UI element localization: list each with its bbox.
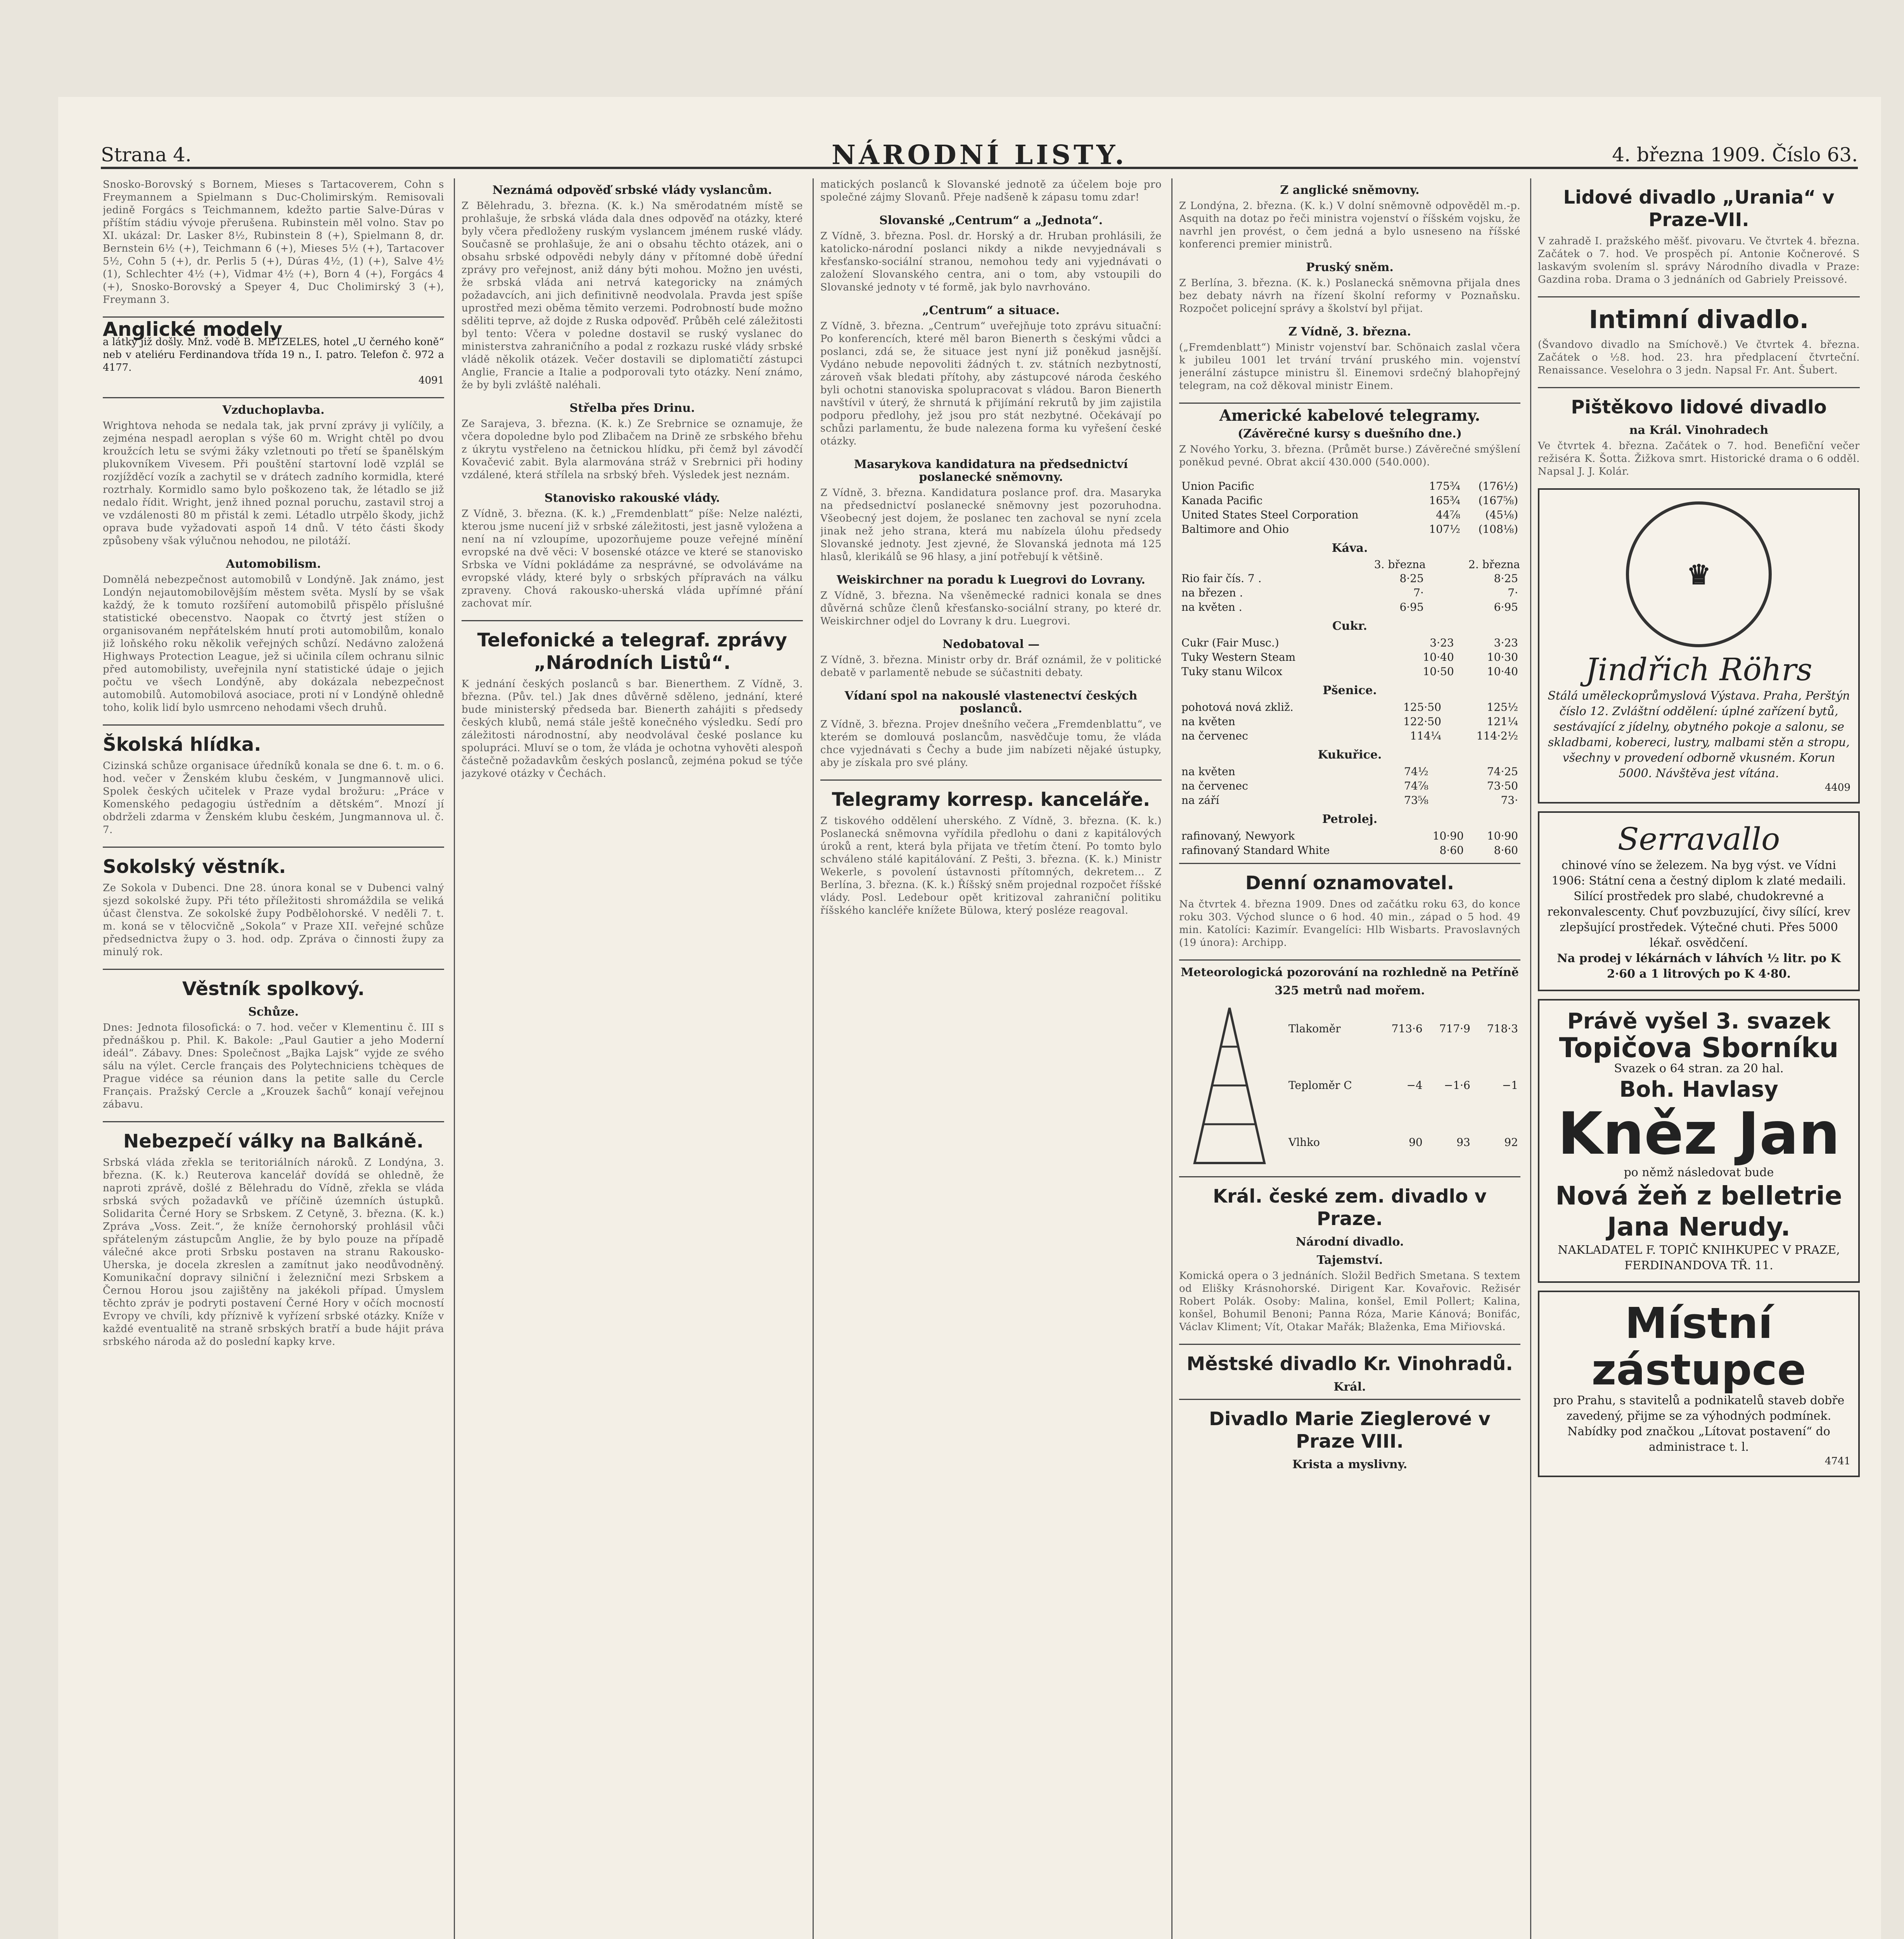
- column-rule: [454, 178, 455, 1939]
- nedobatoval-text: Z Vídně, 3. března. Ministr orby dr. Bráf oznámil, že v politické debatě v parlamentě nebude se súčastniti debaty.: [820, 654, 1162, 679]
- telegrams-heading: Telegramy korresp. kanceláře.: [832, 789, 1150, 811]
- row-value: 7·: [1413, 586, 1424, 599]
- english-heading: Z anglické sněmovny.: [1280, 183, 1420, 197]
- pistek-heading: Pištěkovo lidové divadlo: [1571, 396, 1827, 418]
- row-value: 10·40: [1423, 651, 1454, 664]
- vinohrady-theatre-play: Král.: [1333, 1380, 1366, 1394]
- row-value: 74·25: [1487, 765, 1518, 778]
- row-label: United States Steel Corporation: [1181, 508, 1359, 521]
- row-label: Rio fair čís. 7 .: [1181, 572, 1262, 585]
- petroleum-heading: Petrolej.: [1322, 812, 1378, 826]
- row-label: Tlakoměr: [1288, 1022, 1341, 1035]
- serbia-heading: Neznámá odpověď srbské vlády vyslancům.: [492, 183, 772, 197]
- national-theatre-text: Komická opera o 3 jednáních. Složil Bedřich Smetana. S textem od Elišky Krásnohorské. Dirigent Kar. Kovařovic. Režisér Robert Polák. Osoby: Malina, konšel, Emil Pollert; Kalina, konšel, Bohumil Benoni; Panna Róza, Marie Kánová; Bonifác, Václav Kliment; Vít, Otakar Mařák; Blaženka, Ema Miřiovská.: [1179, 1270, 1520, 1333]
- sugar-heading: Cukr.: [1332, 619, 1367, 633]
- row-value: 44⅞: [1436, 508, 1460, 521]
- slavic-intro: matických poslanců k Slovanské jednotě za účelem boje pro společné zájmy Slovanů. Přeje nadšeně k zápasu tomu zdar!: [820, 179, 1162, 203]
- ad-topic-title: Právě vyšel 3. svazek: [1567, 1009, 1831, 1034]
- row-value: 10·40: [1487, 665, 1518, 678]
- urania-heading: Lidové divadlo „Urania“ v Praze-VII.: [1563, 187, 1835, 231]
- vienna-text: („Fremdenblatt“) Ministr vojenství bar. Schönaich zaslal včera k jubileu 1001 let trvání trvání pruského min. vojenství jenerální zástupce ministru šl. Einemovi srdečný blahopřejný telegram, na což děkoval ministr Einem.: [1179, 342, 1520, 392]
- row-label: na květen .: [1181, 601, 1242, 613]
- intimni-heading: Intimní divadlo.: [1589, 306, 1809, 334]
- ad-zastupce-title: Místní zástupce: [1591, 1298, 1806, 1395]
- row-label: rafinovaný, Newyork: [1181, 830, 1295, 842]
- row-value: −1·6: [1444, 1079, 1470, 1092]
- weather-subheading: 325 metrů nad mořem.: [1275, 984, 1425, 997]
- table-row: [1179, 650, 1520, 664]
- ad-zastupce-code: 4741: [1824, 1455, 1850, 1467]
- row-label: Kanada Pacific: [1181, 494, 1263, 507]
- row-value: 114·2½: [1476, 729, 1518, 742]
- table-row: [1179, 636, 1520, 650]
- weiskirchner-heading: Weiskirchner na poradu k Luegrovi do Lovrany.: [837, 573, 1145, 587]
- row-value: 125·50: [1403, 701, 1441, 714]
- row-value: 93: [1456, 1136, 1470, 1149]
- table-row: [1179, 700, 1520, 714]
- clubs-meetings-heading: Schůze.: [248, 1005, 299, 1019]
- issue-date: 4. března 1909. Číslo 63.: [1612, 143, 1858, 166]
- aviation-heading: Vzduchoplavba.: [222, 403, 325, 417]
- table-row: [1179, 571, 1520, 586]
- divider: [103, 724, 444, 726]
- divider: [103, 1121, 444, 1122]
- sokol-heading: Sokolský věstník.: [103, 856, 286, 878]
- daily-heading: Denní oznamovatel.: [1245, 872, 1454, 894]
- row-value: 90: [1409, 1136, 1423, 1149]
- table-row: [1179, 714, 1520, 729]
- weiskirchner-text: Z Vídně, 3. března. Na všeněmecké radnici konala se dnes důvěrná schůze členů křesťansko-sociální strany, po které dr. Weiskirchner odjel do Lovrany k dru. Luegrovi.: [820, 590, 1162, 627]
- vienna-heading: Z Vídně, 3. března.: [1288, 325, 1411, 339]
- column-rule: [813, 178, 814, 1939]
- english-text: Z Londýna, 2. března. (K. k.) V dolní sněmovně odpověděl m.-p. Asquith na dotaz po řeči ministra vojenství o říšském vojsku, že navrhl jen provést, o čem jedná a bylo usneseno na říšské konferenci premier ministrů.: [1179, 200, 1520, 250]
- row-value: 3·23: [1494, 636, 1518, 649]
- coffee-heading: Káva.: [1332, 541, 1368, 555]
- page-header: [101, 140, 1858, 171]
- newspaper-title: NÁRODNÍ LISTY.: [831, 140, 1128, 171]
- table-row: [1179, 493, 1520, 508]
- row-label: Union Pacific: [1181, 480, 1254, 493]
- row-value: (176½): [1478, 480, 1518, 493]
- ad-english-models: [103, 318, 444, 387]
- clubs-heading: Věstník spolkový.: [182, 978, 365, 1000]
- ad-topic-series: Topičova Sborníku: [1559, 1032, 1839, 1064]
- chess-report: Snosko-Borovský s Bornem, Mieses s Tartacoverem, Cohn s Freymannem a Spielmann s Duc-Cholimirským. Remisovali jedině Forgács s Teichmannem, kdežto partie Salve-Dúras v příštím stádiu vývoje přerušena. Rubinstein měl volno. Stav po XI. ukázal: Dr. Lasker 8½, Rubinstein 8 (+), Spielmann 8, dr. Bernstein 6½ (+), Teichmann 6 (+), Mieses 5½ (+), Tartacover 5½, Cohn 5 (+), dr. Perlis 5 (+), Dúras 4½, (1) (+), Salve 4½ (1), Schlechter 4½ (+), Vidmar 4½ (+), Born 4 (+), Forgács 4 (+), Snosko-Borovský a Speyer 4, Duc Cholimirský 3 (+), Freymann 3.: [103, 179, 444, 306]
- row-label: na květen: [1181, 715, 1235, 728]
- eagle-emblem-icon: ♛: [1626, 501, 1772, 647]
- divider: [1538, 296, 1860, 297]
- divider: [1179, 403, 1520, 404]
- urania-text: V zahradě I. pražského měšť. pivovaru. Ve čtvrtek 4. března. Začátek o 7. hod. Ve prospěch pí. Antonie Kočnerové. S laskavým svolením sl. správy Národního divadla v Praze: Gazdina roba. Drama o 3 jednáních od Gabriely Preissové.: [1538, 235, 1860, 285]
- sokol-text: Ze Sokola v Dubenci. Dne 28. února konal se v Dubenci valný sjezd sokolské župy. Při této příležitosti shromáždila se veliká účast členstva. Ze sokolské župy Podbělohorské. V neděli 7. t. m. koná se v tělocvičně „Sokola“ v Praze XII. veřejné schůze předsednictva župy o 3. hod. odp. Zpráva o činnosti župy za minulý rok.: [103, 882, 444, 958]
- market-intro: Z Nového Yorku, 3. března. (Průmět burse.) Závěrečné smýšlení poněkud pevné. Obrat akcií 430.000 (540.000).: [1179, 444, 1520, 468]
- telegraph-text: K jednání českých poslanců s bar. Bienerthem. Z Vídně, 3. března. (Pův. tel.) Jak dnes důvěrně sděleno, jednání, které bude ministerský předseda bar. Bienerth zahájiti s předsedy českých klubů, nemá stále ještě konečného výsledku. Sedí pro záležitosti národnostní, aby neodvolával české poslance ku spolupráci. Mluví se o tom, že vláda je ochotna vyhověti alespoň částečně požadavkům českých poslanců, zejména pokud se týče jazykové otázky v Čechách.: [462, 678, 803, 779]
- row-value: 10·90: [1487, 830, 1518, 842]
- row-value: 6·95: [1494, 601, 1518, 613]
- ad-rohrs-text: Stálá uměleckoprůmyslová Výstava. Praha, Perštýn číslo 12. Zvláštní oddělení: úplné zařízení bytů, sestávající z jídelny, obytného pokoje a salonu, se skladbami, kobereci, lustry, malbami stěn a stropu, všechny v provedení odborně vkusném. Korun 5000. Návštěva jest vítána.: [1548, 689, 1850, 780]
- row-value: 7·: [1508, 586, 1518, 599]
- river-text: Ze Sarajeva, 3. března. (K. k.) Ze Srebrnice se oznamuje, že včera dopoledne bylo pod Zlibačem na Drině ze srbského břehu z úkrytu vystřeleno na četnickou hlídku, při čemž byl závodčí Kovačević zabit. Byla alarmována stráž v Srebrnici při hodiny vzdálené, která střílela na srbský břeh. Výsledek jest neznám.: [462, 418, 803, 481]
- column-header: 3. března: [1374, 558, 1426, 571]
- weather-table: [1286, 1000, 1520, 1171]
- divider: [462, 620, 803, 621]
- austria-heading: Stanovisko rakouské vlády.: [544, 491, 720, 505]
- divider: [1179, 1176, 1520, 1177]
- ad-english-models-title: Anglické modely: [103, 318, 283, 340]
- divider: [103, 847, 444, 848]
- row-value: 717·9: [1439, 1022, 1470, 1035]
- ad-serravallo: [1538, 811, 1860, 991]
- pistek-subheading: na Král. Vinohradech: [1629, 423, 1769, 437]
- row-value: 73·50: [1487, 779, 1518, 792]
- row-value: 718·3: [1487, 1022, 1518, 1035]
- daily-text: Na čtvrtek 4. března 1909. Dnes od začátku roku 63, do konce roku 303. Východ slunce o 6 hod. 40 min., západ o 5 hod. 49 min. Katolíci: Kazimír. Evangelíci: Hlb Wisbarts. Pravoslavných (19 února): Archipp.: [1179, 899, 1520, 949]
- row-value: 8·25: [1399, 572, 1424, 585]
- ad-rohrs-code: 4409: [1824, 782, 1850, 793]
- row-value: 3·23: [1430, 636, 1454, 649]
- row-value: 73⅝: [1404, 794, 1428, 807]
- row-value: 10·30: [1487, 651, 1518, 664]
- ad-havlasa-title: Kněz Jan: [1557, 1100, 1840, 1168]
- ad-zastupce-text: pro Prahu, s stavitelů a podnikatelů staveb dobře zavedený, přijme se za výhodných podmínek. Nabídky pod značkou „Lítovat postavení“ do administrace t. l.: [1553, 1394, 1845, 1454]
- row-value: 122·50: [1403, 715, 1441, 728]
- national-theatre-subheading: Národní divadlo.: [1295, 1235, 1404, 1249]
- prussia-text: Z Berlína, 3. března. (K. k.) Poslanecká sněmovna přijala dnes bez debaty návrh na řízení školní reformy v Poznaňsku. Rozpočet policejní správy a školství byl přijat.: [1179, 277, 1520, 315]
- page-number: Strana 4.: [101, 143, 192, 166]
- divider: [1179, 1399, 1520, 1400]
- union-text: Z Vídně, 3. března. Posl. dr. Horský a dr. Hruban prohlásili, že katolicko-národní poslanci nikdy a nikde nevyjednávali s křesťansko-sociální stranou, nemohou tedy ani vyjednávati o založení Slovanského centra, ani o tom, aby vstoupili do Slovanské jednoty v té formě, jak bylo navrhováno.: [820, 230, 1162, 293]
- row-value: 165¾: [1429, 494, 1460, 507]
- war-heading: Nebezpečí války na Balkáně.: [123, 1130, 424, 1152]
- row-label: Baltimore and Ohio: [1181, 523, 1289, 536]
- row-value: 74⅞: [1404, 779, 1428, 792]
- ziegler-theatre-heading: Divadlo Marie Zieglerové v Praze VIII.: [1209, 1408, 1491, 1452]
- row-value: (108⅛): [1478, 523, 1518, 536]
- ad-havlasa-author: Boh. Havlasy: [1619, 1077, 1778, 1102]
- clubs-text: Dnes: Jednota filosofická: o 7. hod. večer v Klementinu č. III s přednáškou p. Phil. K. Bakole: „Paul Gautier a jeho Moderní ideál“. Zábavy. Dnes: Společnost „Bajka Lajsk“ vyjde ze svého sálu na výlet. Cercle français des Polytechniciens tchèques de Prague vidéce sa réunion dans la petite salle du Cercle Français. Pražský Cercle a „Krouzek šachů“ konají veřejnou zábavu.: [103, 1022, 444, 1110]
- aviation-text: Wrightova nehoda se nedala tak, jak první zprávy ji vylíčily, a zejména nespadl aeroplan s výše 60 m. Wright chtěl po dvou kroužcích letu se svými žáky vzletnouti po třetí se španělským plukovníkem Vivesem. Při pouštění startovní lodě vzplál se rozjížděcí vozík a zachytil se v drátech zadního kormidla, které roztrhaly. Kormidlo samo bylo poškozeno tak, že létadlo se již nedalo řídit. Wright, jenž ihned poznal poruchu, zastavil stroj a ve vzdálenosti 80 m přistál k zemi. Létadlo utrpělo škody, jichž oprava bude vyžadovati aspoň 14 dnů. V této části škody způsobeny však výlučnou nehodou, ne pilotáží.: [103, 420, 444, 547]
- row-value: −4: [1406, 1079, 1423, 1092]
- column-3: [820, 178, 1162, 1939]
- vidali-text: Z Vídně, 3. března. Projev dnešního večera „Fremdenblattu“, ve kterém se domlouvá poslancům, nasvědčuje tomu, že vláda chce vyjednávati s Čechy a bude jim nabízeti nějaké ústupky, aby je získala pro své plány.: [820, 719, 1162, 769]
- row-label: na červenec: [1181, 729, 1248, 742]
- national-theatre-heading: Král. české zem. divadlo v Praze.: [1213, 1186, 1487, 1230]
- row-value: 114¼: [1410, 729, 1441, 742]
- table-row: [1179, 664, 1520, 679]
- row-value: 8·25: [1494, 572, 1518, 585]
- divider: [1179, 959, 1520, 961]
- table-row: [1179, 793, 1520, 807]
- ad-zastupce: [1538, 1291, 1860, 1477]
- telegraph-heading: Telefonické a telegraf. zprávy „Národních Listů“.: [477, 629, 787, 674]
- divider: [1179, 863, 1520, 864]
- table-row: [1179, 829, 1520, 843]
- row-value: 175¾: [1429, 480, 1460, 493]
- divider: [103, 397, 444, 398]
- column-2: [462, 178, 803, 1939]
- vinohrady-theatre-heading: Městské divadlo Kr. Vinohradů.: [1186, 1353, 1513, 1375]
- masaryk-heading: Masarykova kandidatura na předsednictví poslanecké sněmovny.: [854, 458, 1128, 484]
- row-value: 10·90: [1432, 830, 1464, 842]
- ad-serravallo-text: chinové víno se železem. Na byg výst. ve Vídni 1906: Státní cena a čestný diplom k zlaté medaili. Silící prostředek pro slabé, chudokrevné a rekonvalescenty. Chuť povzbuzující, čivy sílící, krev zlepšující prostředek. Výtečné chuti. Přes 5000 lékař. osvědčení.: [1547, 859, 1850, 950]
- ad-english-models-text: a látky již došly. Mnž. vodě B. METZELES, hotel „U černého koně“ neb v ateliéru Ferdinandova třída 19 n., I. patro. Telefon č. 972 a 4177.: [103, 336, 444, 373]
- row-value: −1: [1502, 1079, 1518, 1092]
- corn-table: [1179, 764, 1520, 807]
- row-value: 8·60: [1439, 844, 1464, 857]
- row-value: 125½: [1487, 701, 1518, 714]
- market-heading: Americké kabelové telegramy.: [1219, 406, 1480, 425]
- row-label: Cukr (Fair Musc.): [1181, 636, 1279, 649]
- union-heading: Slovanské „Centrum“ a „Jednota“.: [879, 214, 1103, 227]
- intimni-text: (Švandovo divadlo na Smíchově.) Ve čtvrtek 4. března. Začátek o ½8. hod. 23. hra předplacení čtvrteční. Renaissance. Veselohra o 3 jedn. Napsal Fr. Ant. Šubert.: [1538, 339, 1860, 376]
- divider: [1538, 387, 1860, 388]
- masaryk-text: Z Vídně, 3. března. Kandidatura poslance prof. dra. Masaryka na předsednictví poslanecké sněmovny jest pozoruhodna. Všeobecný jest dojem, že poslanec ten zachoval se nyní zcela jinak než jeho strana, která mu nabízela úlohu předsedy Slovanské jednoty. Jest zjevné, že Slovanská jednota má 125 hlasů, klerikálů se 96 hlasy, a jiní potřebují k většině.: [820, 487, 1162, 563]
- column-rule: [1530, 178, 1531, 1939]
- ad-topic: [1538, 999, 1860, 1283]
- ad-neruda-title: Nová žeň z belletrie Jana Nerudy.: [1555, 1181, 1842, 1242]
- table-row: [1179, 479, 1520, 493]
- table-row: [1286, 1057, 1520, 1114]
- row-value: 713·6: [1391, 1022, 1423, 1035]
- row-value: 6·95: [1399, 601, 1424, 613]
- table-row: [1179, 764, 1520, 779]
- river-heading: Střelba přes Drinu.: [569, 401, 695, 415]
- table-row: [1179, 729, 1520, 743]
- column-rule: [1171, 178, 1172, 1939]
- telegrams-text: Z tiskového oddělení uherského. Z Vídně, 3. března. (K. k.) Poslanecká sněmovna vyřídila předlohu o dani z kapitálových úroků a rent, která byla přijata ve třetím čtení. Po tomto bylo schváleno stálé kapitálování. Z Pešti, 3. března. (K. k.) Ministr Wekerle, s povolení ústavnosti přítomných, dekretem... Z Berlína, 3. března. (K. k.) Říšský sněm projednal rozpočet říšské vlády. Posl. Ledebour opět kritizoval zahraniční politiku říšského kancléře knížete Bülowa, který posléze reagoval.: [820, 815, 1162, 916]
- divider: [820, 779, 1162, 781]
- ad-topic-publisher: NAKLADATEL F. TOPIČ KNIHKUPEC V PRAZE, FERDINANDOVA TŘ. 11.: [1558, 1243, 1840, 1272]
- table-row: [1179, 600, 1520, 614]
- ad-serravallo-price: Na prodej v lékárnách v láhvích ½ litr. po K 2·60 a 1 litrových po K 4·80.: [1557, 952, 1841, 981]
- corn-heading: Kukuřice.: [1318, 748, 1382, 762]
- divider: [1179, 1344, 1520, 1345]
- column-1: [103, 178, 444, 1939]
- ad-rohrs-name: Jindřich Röhrs: [1585, 652, 1812, 688]
- row-value: 74½: [1404, 765, 1428, 778]
- ziegler-theatre-play: Krista a myslivny.: [1292, 1458, 1408, 1471]
- table-row: [1179, 586, 1520, 600]
- wheat-heading: Pšenice.: [1323, 684, 1377, 697]
- row-label: rafinovaný Standard White: [1181, 844, 1330, 857]
- divider: [103, 969, 444, 970]
- row-value: (45⅛): [1485, 508, 1518, 521]
- row-label: na květen: [1181, 765, 1235, 778]
- stock-table: [1179, 479, 1520, 536]
- school-text: Cizinská schůze organisace úředníků konala se dne 6. t. m. o 6. hod. večer v Ženském klubu českém, v Jungmannově ulici. Spolek českých učitelek v Praze vydal brožuru: „Práce v Komenského pedagogiu ústředním a dětském“. Mnozí jí obdrželi zdarma v Ženském klubu českém, Jungmannova ul. č. 7.: [103, 760, 444, 836]
- row-value: 107½: [1429, 523, 1460, 536]
- vidali-heading: Vídaní spol na nakouslé vlastenectví českých poslanců.: [844, 689, 1138, 715]
- table-row: [1286, 1000, 1520, 1057]
- row-label: Teploměr C: [1288, 1079, 1352, 1092]
- row-label: pohotová nová zkliž.: [1181, 701, 1294, 714]
- school-heading: Školská hlídka.: [103, 734, 261, 755]
- row-label: Tuky Western Steam: [1181, 651, 1296, 664]
- weather-heading: Meteorologická pozorování na rozhledně na Petříně: [1181, 966, 1519, 979]
- prussia-heading: Pruský sněm.: [1306, 261, 1394, 274]
- row-label: na březen .: [1181, 586, 1243, 599]
- row-label: na září: [1181, 794, 1219, 807]
- sugar-table: [1179, 636, 1520, 679]
- automobilism-heading: Automobilism.: [226, 557, 321, 571]
- table-row: [1286, 1114, 1520, 1171]
- ad-neruda-text: po němž následovat bude: [1624, 1166, 1774, 1179]
- column-header: 2. března: [1468, 558, 1520, 571]
- national-theatre-play: Tajemství.: [1316, 1253, 1383, 1267]
- row-value: 121¼: [1487, 715, 1518, 728]
- row-label: Tuky stanu Wilcox: [1181, 665, 1283, 678]
- row-value: 10·50: [1423, 665, 1454, 678]
- market-subheading: (Závěrečné kursy s duešního dne.): [1238, 427, 1462, 441]
- table-row: [1179, 508, 1520, 522]
- serbia-text: Z Bělehradu, 3. března. (K. k.) Na směrodatném místě se prohlašuje, že srbská vláda dala dnes odpověď na otázky, které byly včera předloženy ruským vyslancem jménem ruské vlády. Současně se prohlašuje, že ani o obsahu těchto otázek, ani o obsahu srbské odpovědi nebyly dány v přítomné době úřední zprávy pro veřejnost, aniž dány býti mohou. Možno jen uvésti, že srbská vláda ani netrvá kategoricky na známých požadavcích, ani jich definitivně neodvolala. Pravda jest spíše uprostřed mezi oběma těmito verzemi. Podrobností bude možno sděliti teprve, až dojde z Ruska odpověď. Průběh celé záležitosti byl tento: Včera v poledne dostavil se ruský vyslanec do ministerstva zahraničního a podal z rozkazu ruské vlády srbské vládě několik otázek. Večer dostavili se diplomatičtí zástupci Anglie, Francie a Italie a podporovali tyto otázky. Není známo, že by byli zvláště naléhali.: [462, 200, 803, 391]
- row-label: Vlhko: [1288, 1136, 1320, 1149]
- table-row: [1179, 522, 1520, 536]
- petrin-tower-icon: [1179, 1004, 1280, 1167]
- ad-rohrs: [1538, 488, 1860, 804]
- table-row: [1179, 843, 1520, 857]
- austria-text: Z Vídně, 3. března. (K. k.) „Fremdenblatt“ píše: Nelze nalézti, kterou jsme nucení již v srbské záležitosti, jest jasně vyložena a není na ní vzloupíme, upozorňujeme pouze veřejné mínění evropské na dvě věci: V bosenské otázce ve které se stanovisko Srbska ve Vídni pokládáme za nesprávné, se odvoláváme na evropské vlády, které byly o srbských přípravách na válku zpraveny. Chová rakousko-uherská vláda upřímné přání zachovat mír.: [462, 508, 803, 609]
- row-value: 73·: [1501, 794, 1518, 807]
- table-row: [1179, 779, 1520, 793]
- divider: [103, 316, 444, 318]
- petroleum-table: [1179, 829, 1520, 857]
- war-text: Srbská vláda zřekla se teritoriálních nároků. Z Londýna, 3. března. (K. k.) Reuterova kancelář dovídá se ohledně, že naproti zprávě, došlé z Bělehradu do Vídně, zřekla se vláda srbská svých požadavků ve příčině územních ústupků. Solidarita Černé Hory se Srbskem. Z Cetyně, 3. března. (K. k.) Zpráva „Voss. Zeit.“, že kníže černohorský prohlásil vůči spřáteleným zástupcům Anglie, že by bylo pouze na případě válečné akce proti Srbsku postaven na stranu Rakousko-Uherska, je docela zkreslen a zamítnut jako neodůvodněný. Komunikační dopravy silniční i železniční mezi Srbskem a Černou Horou jsou zajištěny na jakékoli případ. Úmyslem těchto zpráv je podryti postavení Černé Hory v očích mocností Evropy ve chvíli, kdy příznivě k vyřízení srbské otázky. Kníže v každé eventualitě na straně srbských bratří a bude hájit práva srbského národa až do poslední kapky krve.: [103, 1157, 444, 1348]
- centrum-heading: „Centrum“ a situace.: [922, 304, 1060, 317]
- nedobatoval-heading: Nedobatoval —: [942, 638, 1040, 651]
- row-label: na červenec: [1181, 779, 1248, 792]
- ad-code: 4091: [418, 375, 444, 386]
- wheat-table: [1179, 700, 1520, 743]
- ad-topic-price: Svazek o 64 stran. za 20 hal.: [1614, 1062, 1784, 1075]
- coffee-table: [1179, 558, 1520, 614]
- row-value: 92: [1504, 1136, 1518, 1149]
- row-value: 8·60: [1494, 844, 1518, 857]
- column-4: [1179, 178, 1520, 1939]
- row-value: (167⅝): [1478, 494, 1518, 507]
- column-5: [1538, 178, 1860, 1939]
- pistek-text: Ve čtvrtek 4. března. Začátek o 7. hod. Benefiční večer režiséra K. Šotta. Žižkova smrt. Historické drama o 6 odděl. Napsal J. J. Kolár.: [1538, 440, 1860, 477]
- automobilism-text: Domnělá nebezpečnost automobilů v Londýně. Jak známo, jest Londýn nejautomobilovějším městem světa. Myslí by se však každý, že k tomuto rozšíření automobilů přispělo příslušné statistické obecenstvo. Naopak co čtvrtý jest stížen o organisovaném nepřátelském hnutí proti automobilům, konalo již loňského roku několik veřejných schůzí. Nedávno založená Highways Protection League, jež si učinila cílem ochranu silnic před automobilisty, uveřejnila nyní statistické údaje o jejich počtu ve všech Londýně, aby dokázala nebezpečnost automobilů. Automobilová asociace, proti ní v Londýně ohledně toho, kolik lidí bylo usmrceno nehodami všech druhů.: [103, 574, 444, 714]
- column-header: [1179, 558, 1332, 571]
- ad-serravallo-title: Serravallo: [1617, 821, 1780, 857]
- centrum-text: Z Vídně, 3. března. „Centrum“ uveřejňuje toto zprávu situační: Po konferencích, které měl baron Bienerth s českými vůdci a poslanci, zdá se, že situace jest nyní již poněkud jasnější. Vydáno nebude nepovoliti žádných t. zv. státních nezbytností, zároveň však bledati přítohy, aby zástupcové národa českého byli ochotni stanoviska spolupracovat s vládou. Baron Bienerth navštívil v úterý, že shrnutá k přijímání rekrutů by jim zajistila podporu předlohy, jež jsou pro stát nezbytné. Očekávají po schůzi parlamentu, že bude nalezena forma ku vyřešení české otázky.: [820, 320, 1162, 447]
